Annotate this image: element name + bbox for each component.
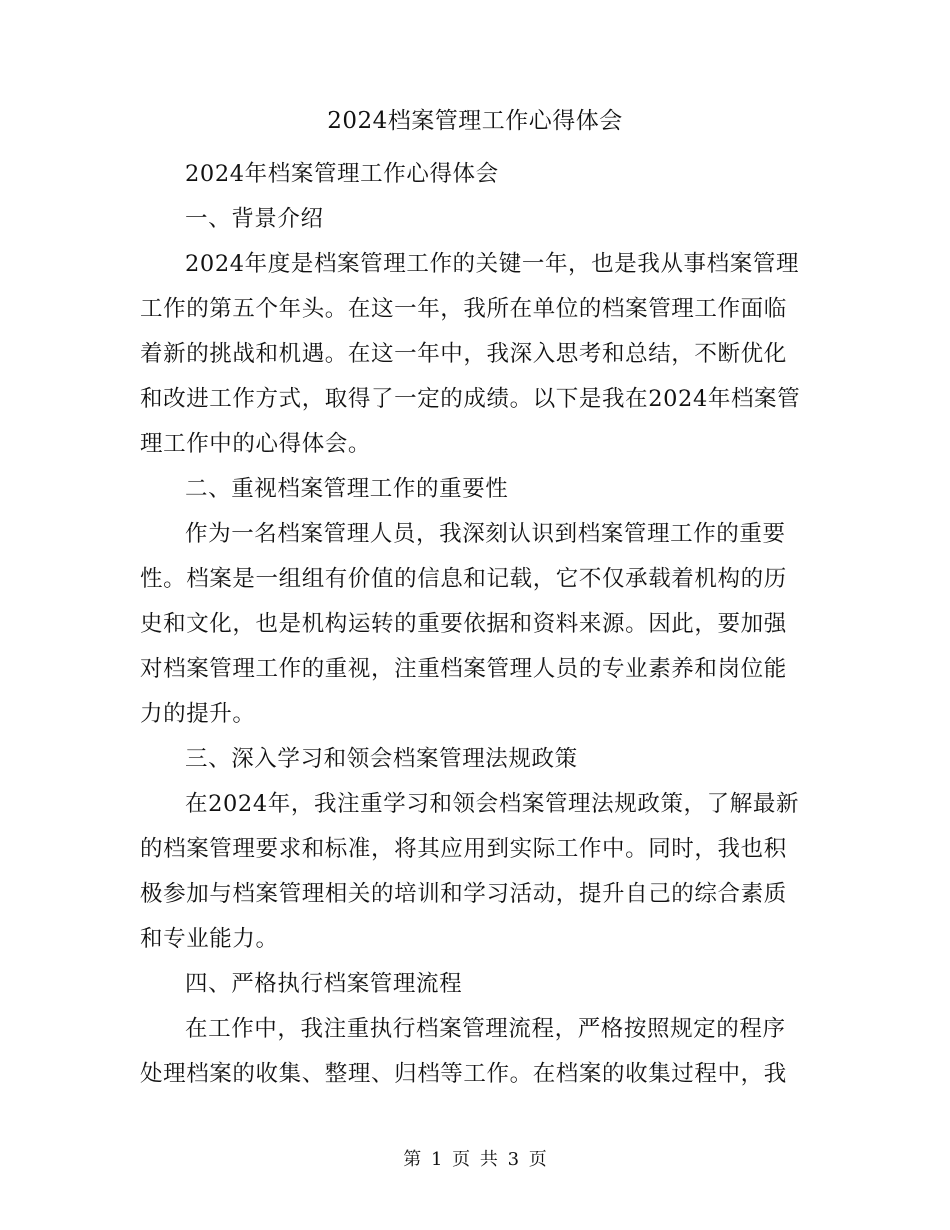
section-heading-importance: 二、重视档案管理工作的重要性 — [185, 476, 509, 502]
document-body — [140, 152, 808, 1097]
document-title: 2024档案管理工作心得体会 — [327, 108, 623, 134]
body-paragraph-background: 2024年度是档案管理工作的关键一年，也是我从事档案管理工作的第五个年头。在这一年，我所在单位的档案管理工作面临着新的挑战和机遇。在这一年中，我深入思考和总结，不断优化和改进工作方式，取得了一定的成绩。以下是我在2024年档案管理工作中的心得体会。 — [140, 251, 801, 457]
page-number-footer: 第 1 页 共 3 页 — [403, 1149, 547, 1170]
body-paragraph-importance: 作为一名档案管理人员，我深刻认识到档案管理工作的重要性。档案是一组组有价值的信息和记载，它不仅承载着机构的历史和文化，也是机构运转的重要依据和资料来源。因此，要加强对档案管理工作的重视，注重档案管理人员的专业素养和岗位能力的提升。 — [140, 521, 787, 727]
body-paragraph-subtitle: 2024年档案管理工作心得体会 — [185, 161, 499, 187]
body-paragraph-process: 在工作中，我注重执行档案管理流程，严格按照规定的程序处理档案的收集、整理、归档等工作。在档案的收集过程中，我 — [140, 1016, 787, 1087]
section-heading-regulations: 三、深入学习和领会档案管理法规政策 — [185, 746, 578, 772]
section-heading-background: 一、背景介绍 — [185, 206, 324, 232]
body-paragraph-regulations: 在2024年，我注重学习和领会档案管理法规政策，了解最新的档案管理要求和标准，将其应用到实际工作中。同时，我也积极参加与档案管理相关的培训和学习活动，提升自己的综合素质和专业能力。 — [140, 791, 800, 952]
section-heading-process: 四、严格执行档案管理流程 — [185, 971, 463, 997]
